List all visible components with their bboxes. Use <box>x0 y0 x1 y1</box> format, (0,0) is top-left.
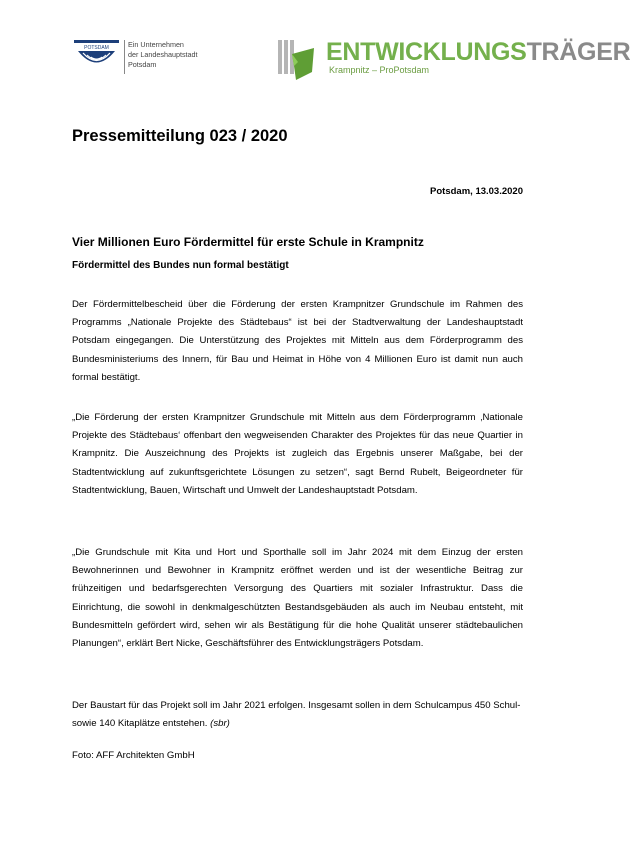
potsdam-emblem-icon <box>74 40 119 72</box>
logo-caption <box>128 40 248 70</box>
entwicklungstraeger-logo-icon <box>278 40 318 80</box>
emblem-text: POTSDAM <box>84 45 109 51</box>
entwicklungstraeger-title <box>326 38 630 67</box>
place-date: Potsdam, 13.03.2020 <box>430 186 523 197</box>
paragraph <box>72 697 523 733</box>
logo-caption-line: Potsdam <box>128 60 157 69</box>
logo-caption-line: Ein Unternehmen <box>128 40 184 49</box>
subheadline: Fördermittel des Bundes nun formal bestätigt <box>72 260 289 271</box>
logo-divider <box>124 40 125 74</box>
paragraph-text: Der Baustart für das Projekt soll im Jahr 2021 erfolgen. Insgesamt sollen in dem Schulcampus 450 Schul- sowie 140 Kitaplätze entstehen. <box>72 700 521 730</box>
paragraph: Der Fördermittelbescheid über die Förderung der ersten Krampnitzer Grundschule im Rahmen des Programms „Nationale Projekte des Städtebaus“ ist bei der Stadtverwaltung der Landeshauptstadt Potsdam eingegangen. Die Unterstützung des Projektes mit Mitteln aus dem Förderprogramm des Bundesministeriums des Innern, für Bau und Heimat in Höhe von 4 Millionen Euro ist damit nun auch formal bestätigt. <box>72 299 523 383</box>
logo-caption-line: der Landeshauptstadt <box>128 50 198 59</box>
press-release-title: Pressemitteilung 023 / 2020 <box>72 127 288 145</box>
entwicklungstraeger-subtitle: Krampnitz – ProPotsdam <box>329 65 430 75</box>
title-part-gray: TRÄGER <box>526 38 630 66</box>
paragraph: „Die Förderung der ersten Krampnitzer Grundschule mit Mitteln aus dem Förderprogramm ‚Nationale Projekte des Städtebaus‘ offenbart den wegweisenden Charakter des Projektes für das neue Quartier in Krampnitz. Die Auszeichnung des Projekts ist zugleich das Ergebnis unserer Maßgabe, bei der Stadtentwicklung auf zukunftsgerichtete Lösungen zu setzen“, sagt Bernd Rubelt, Beigeordneter für Stadtentwicklung, Bauen, Wirtschaft und Umwelt der Landeshauptstadt Potsdam. <box>72 412 523 496</box>
headline: Vier Millionen Euro Fördermittel für erste Schule in Krampnitz <box>72 235 424 249</box>
author-tag: (sbr) <box>210 718 230 730</box>
paragraph: „Die Grundschule mit Kita und Hort und Sporthalle soll im Jahr 2024 mit dem Einzug der ersten Bewohnerinnen und Bewohner in Krampnitz eröffnet werden und ist der wesentliche Beitrag zur frühzeitigen und bedarfsgerechten Versorgung des Quartiers mit sozialer Infrastruktur. Dass die Einrichtung, die sowohl in denkmalgeschützten Bestandsgebäuden als auch im Neubau entsteht, mit Bundesmitteln gefördert wird, sehen wir als Bestätigung für die hohe Qualität unserer städtebaulichen Planungen“, erklärt Bert Nicke, Geschäftsführer des Entwicklungsträgers Potsdam. <box>72 547 523 650</box>
photo-credit: Foto: AFF Architekten GmbH <box>72 750 195 761</box>
title-part-green: ENTWICKLUNGS <box>326 38 527 66</box>
